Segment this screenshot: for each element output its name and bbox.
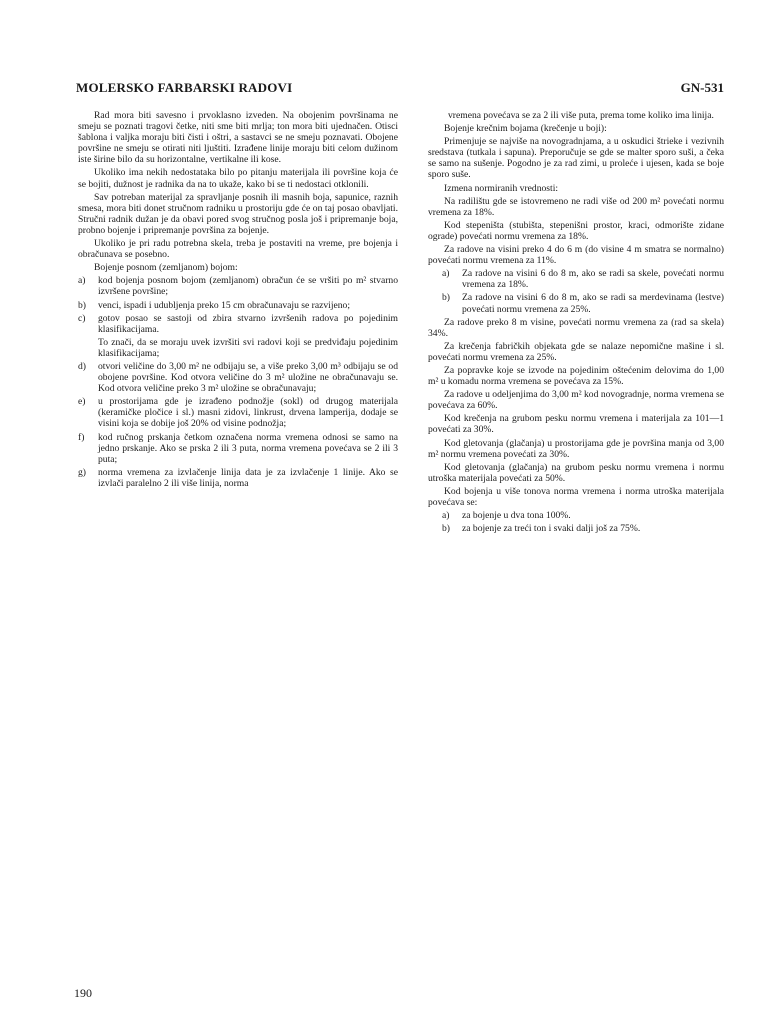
list-text: kod bojenja posnom bojom (zemljanom) obračun će se vršiti po m² stvarno izvršene površine; bbox=[98, 275, 398, 298]
list-item bbox=[78, 396, 398, 429]
list-item bbox=[78, 361, 398, 394]
list-marker: b) bbox=[442, 523, 450, 535]
list-marker: a) bbox=[78, 275, 86, 287]
list-continuation: To znači, da se moraju uvek izvršiti svi radovi koji se predviđaju pojedinim klasifikacijama; bbox=[98, 336, 398, 359]
page-number: 190 bbox=[74, 986, 92, 1000]
list-item bbox=[428, 523, 724, 534]
list-text: gotov posao se sastoji od zbira stvarno izvršenih radova po pojedinim klasifikacijama. bbox=[98, 312, 398, 335]
section-title: MOLERSKO FARBARSKI RADOVI bbox=[76, 80, 293, 95]
list-marker: b) bbox=[78, 299, 86, 311]
paragraph: Kod bojenja u više tonova norma vremena i norma utroška materijala povećava se: bbox=[428, 485, 724, 508]
list-text: venci, ispadi i udubljenja preko 15 cm obračunavaju se razvijeno; bbox=[98, 299, 351, 311]
paragraph: Primenjuje se najviše na novogradnjama, a u oskudici štrieke i vezivnih sredstava (tutkala i sapuna). Preporučuje se gde se malter sporo suši, a čeka se samo na sušenje. Pogodno je za rad zimi, u proleće i ujesen, kada se boje sporo suše. bbox=[428, 136, 724, 181]
paragraph: Kod gletovanja (glačanja) u prostorijama gde je površina manja od 3,00 m² normu vremena povećati za 30%. bbox=[428, 437, 724, 460]
paragraph: Kod stepeništa (stubišta, stepenišni prostor, kraci, odmorište zidane ograde) povećati normu vremena za 18%. bbox=[428, 219, 724, 242]
list-marker: e) bbox=[78, 396, 86, 408]
list-item bbox=[428, 268, 724, 290]
paragraph: Sav potreban materijal za spravljanje posnih ili masnih boja, sapunice, raznih smesa, mora biti donet stručnom radniku u prostoriju gde će on taj posao obavljati. Stručni radnik dužan je da obavi pored svog stručnog posla još i pripremanje boja, probno bojenje i pripremanje površina za bojenje. bbox=[78, 191, 398, 236]
left-column bbox=[78, 110, 398, 491]
list-marker: a) bbox=[442, 510, 450, 522]
paragraph: Rad mora biti savesno i prvoklasno izveden. Na obojenim površinama ne smeju se poznati tragovi četke, niti sme biti mrlja; ton mora biti ujednačen. Otisci šablona i valjka moraju biti čisti i oštri, a sastavci se ne smeju poznavati. Obojene površine ne smeju se otirati niti ljuštiti. Izrađene linije moraju biti celom dužinom iste širine bilo da su horizontalne, vertikalne ili kose. bbox=[78, 110, 398, 166]
paragraph: Za radove u odeljenjima do 3,00 m² kod novogradnje, norma vremena se povećava za 60%. bbox=[428, 389, 724, 412]
paragraph: Za radove na visini preko 4 do 6 m (do visine 4 m smatra se normalno) povećati normu vremena za 11%. bbox=[428, 244, 724, 267]
list-marker: b) bbox=[442, 292, 450, 304]
paragraph: Bojenje posnom (zemljanom) bojom: bbox=[94, 262, 238, 274]
list-item bbox=[78, 300, 398, 311]
paragraph: Kod krečenja na grubom pesku normu vremena i materijala za 101—1 povećati za 30%. bbox=[428, 413, 724, 436]
list-item bbox=[428, 510, 724, 521]
list-item bbox=[78, 467, 398, 489]
paragraph: Ukoliko je pri radu potrebna skela, treba je postaviti na vreme, pre bojenja i obračunava se posebno. bbox=[78, 238, 398, 261]
paragraph: Za popravke koje se izvode na pojedinim oštećenim delovima do 1,00 m² u komadu norma vremena se povećava za 15%. bbox=[428, 364, 724, 388]
paragraph: Ukoliko ima nekih nedostataka bilo po pitanju materijala ili površine koja će se bojiti, dužnost je radnika da na to ukaže, kako bi se ti nedostaci otklonili. bbox=[78, 167, 398, 190]
subheading: Bojenje krečnim bojama (krečenje u boji): bbox=[444, 123, 607, 135]
list-item bbox=[78, 313, 398, 335]
list-text: Za radove na visini 6 do 8 m, ako se radi sa skele, povećati normu vremena za 18%. bbox=[462, 268, 724, 291]
list-text: za bojenje u dva tona 100%. bbox=[462, 510, 571, 522]
list-item bbox=[78, 432, 398, 465]
list-text: Za radove na visini 6 do 8 m, ako se radi sa merdevinama (lestve) povećati normu vremena za 25%. bbox=[462, 292, 724, 315]
standard-code: GN-531 bbox=[680, 80, 724, 95]
paragraph: Kod gletovanja (glačanja) na grubom pesku normu vremena i normu utroška materijala povećati za 50%. bbox=[428, 461, 724, 484]
list-item bbox=[428, 292, 724, 314]
paragraph: Za radove preko 8 m visine, povećati normu vremena za (rad sa skela) 34%. bbox=[428, 316, 724, 339]
right-column bbox=[428, 110, 724, 536]
list-continuation: vremena povećava se za 2 ili više puta, prema tome koliko ima linija. bbox=[448, 110, 714, 121]
list-text: norma vremena za izvlačenje linija data je za izvlačenje 1 linije. Ako se izvlači paralelno 2 ili više linija, norma bbox=[98, 466, 398, 489]
list-text: otvori veličine do 3,00 m² ne odbijaju se, a više preko 3,00 m³ odbijaju se od obojene površine. Kod otvora veličine do 3 m² uložine ne obračunavaju se. Kod otvora veličine preko 3 m² uložine se obračunavaju; bbox=[98, 360, 398, 395]
list-item bbox=[78, 275, 398, 297]
subheading: Izmena normiranih vrednosti: bbox=[444, 182, 559, 194]
list-text: za bojenje za treći ton i svaki dalji još za 75%. bbox=[462, 523, 641, 535]
list-marker: d) bbox=[78, 360, 86, 372]
paragraph: Na radilištu gde se istovremeno ne radi više od 200 m² povećati normu vremena za 18%. bbox=[428, 195, 724, 218]
list-marker: c) bbox=[78, 312, 86, 324]
list-marker: g) bbox=[78, 466, 86, 478]
list-marker: a) bbox=[442, 268, 450, 280]
list-text: u prostorijama gde je izrađeno podnožje (sokl) od drugog materijala (keramičke pločice i sl.) masni zidovi, linkrust, drvena lamperija, dodaje se visini koja se dobije još 20% od visine podnožja; bbox=[98, 396, 398, 430]
list-marker: f) bbox=[78, 431, 85, 443]
running-header bbox=[76, 80, 724, 100]
list-text: kod ručnog prskanja četkom označena norma vremena odnosi se samo na jedno prskanje. Ako se prska 2 ili 3 puta, norma vremena povećava se 2 ili 3 puta; bbox=[98, 431, 398, 465]
paragraph: Za krečenja fabričkih objekata gde se nalaze nepomične mašine i sl. povećati normu vremena za 25%. bbox=[428, 340, 724, 363]
